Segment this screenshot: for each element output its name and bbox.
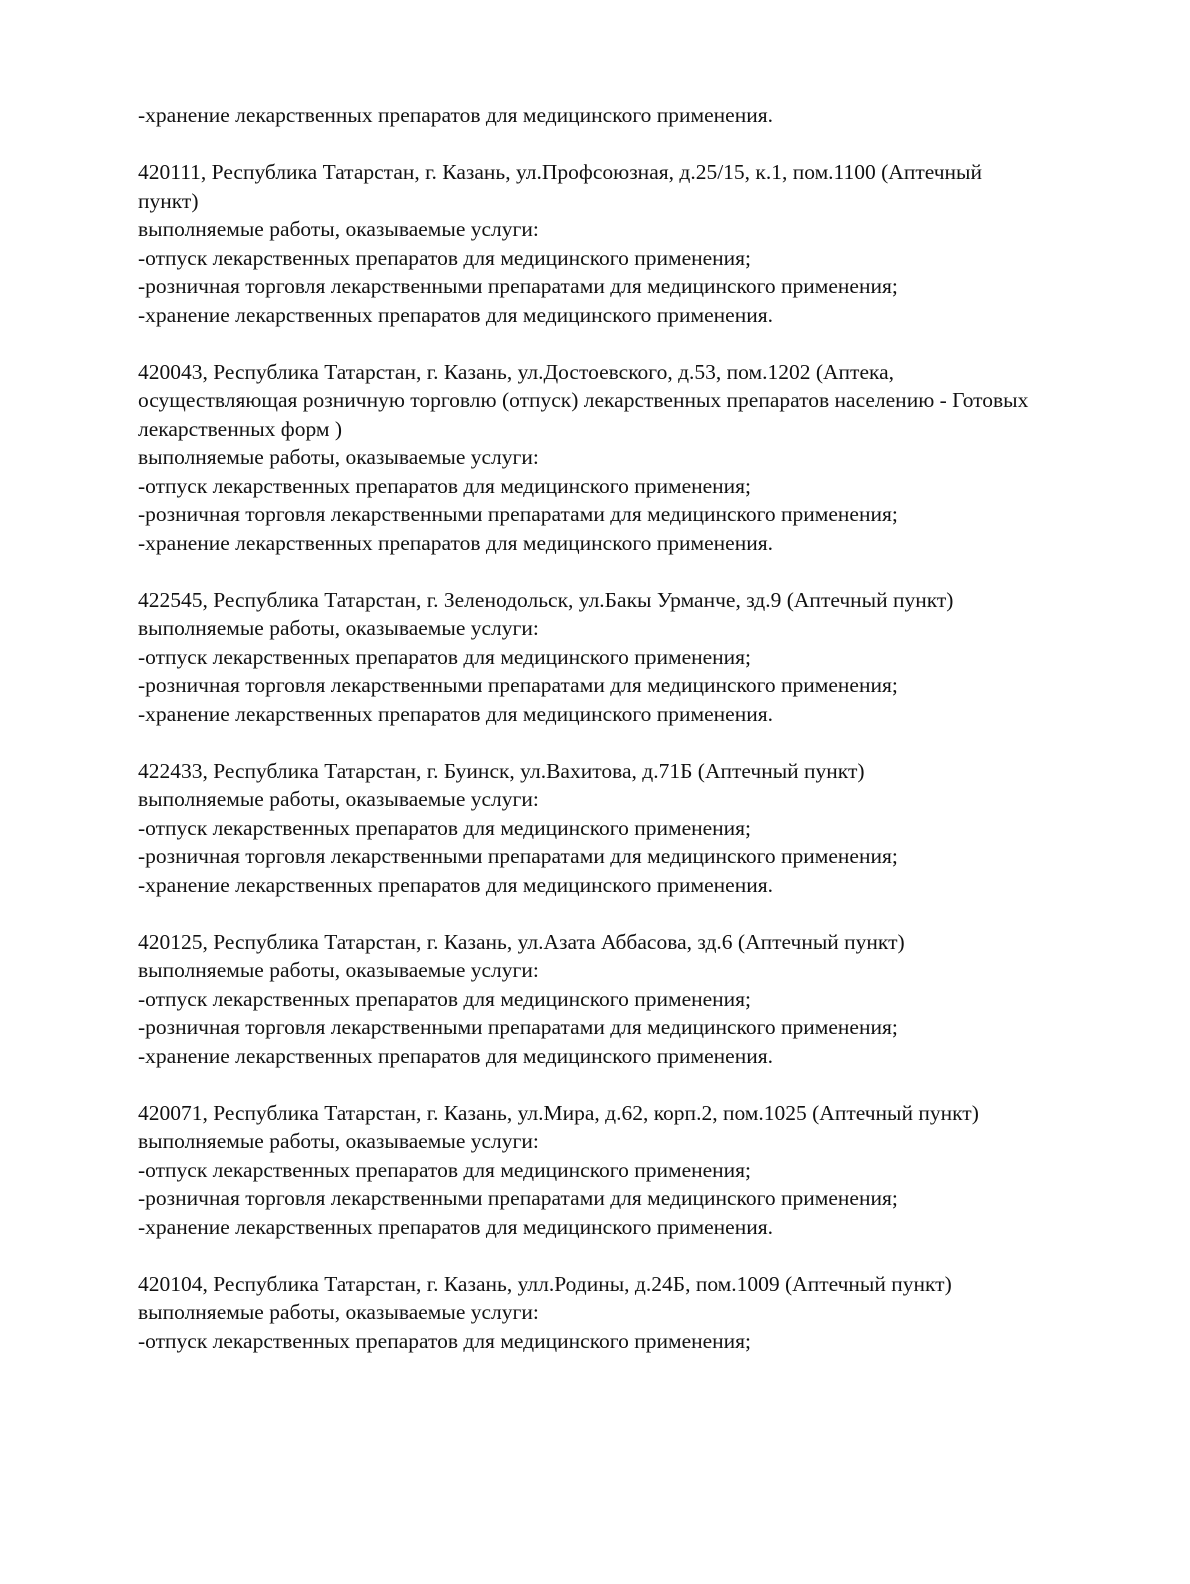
service-line: -хранение лекарственных препаратов для медицинского применения.	[138, 103, 773, 127]
address-line: осуществляющая розничную торговлю (отпуск) лекарственных препаратов населению - Готовых	[138, 388, 1029, 412]
service-line: -хранение лекарственных препаратов для медицинского применения.	[138, 1043, 773, 1068]
address-line: 420043, Республика Татарстан, г. Казань, ул.Достоевского, д.53, пом.1202 (Аптека,	[138, 359, 895, 384]
services-header: выполняемые работы, оказываемые услуги:	[138, 1300, 539, 1324]
service-line: -розничная торговля лекарственными препаратами для медицинского применения;	[138, 1015, 898, 1039]
service-line: -хранение лекарственных препаратов для медицинского применения.	[138, 872, 773, 897]
facility-entry-3	[138, 586, 1128, 729]
address-line: 422545, Республика Татарстан, г. Зеленодольск, ул.Бакы Урманче, зд.9 (Аптечный пункт)	[138, 587, 954, 612]
service-line: -отпуск лекарственных препаратов для медицинского применения;	[138, 1157, 752, 1182]
service-line: -отпуск лекарственных препаратов для медицинского применения;	[138, 986, 752, 1011]
service-line: -отпуск лекарственных препаратов для медицинского применения;	[138, 245, 752, 270]
service-line: -розничная торговля лекарственными препаратами для медицинского применения;	[138, 274, 898, 298]
facility-entry-7	[138, 1270, 1128, 1356]
services-header: выполняемые работы, оказываемые услуги:	[138, 616, 539, 640]
service-line: -отпуск лекарственных препаратов для медицинского применения;	[138, 1328, 752, 1353]
address-line: пункт)	[138, 188, 199, 213]
service-line: -розничная торговля лекарственными препаратами для медицинского применения;	[138, 673, 898, 697]
address-line: 422433, Республика Татарстан, г. Буинск, ул.Вахитова, д.71Б (Аптечный пункт)	[138, 758, 865, 783]
service-line: -розничная торговля лекарственными препаратами для медицинского применения;	[138, 502, 898, 526]
service-line: -розничная торговля лекарственными препаратами для медицинского применения;	[138, 1186, 898, 1210]
address-line: 420111, Республика Татарстан, г. Казань, ул.Профсоюзная, д.25/15, к.1, пом.1100 (Аптечный	[138, 160, 983, 184]
service-line: -розничная торговля лекарственными препаратами для медицинского применения;	[138, 844, 898, 868]
facility-entry-2	[138, 358, 1128, 558]
lead-fragment	[138, 101, 1128, 130]
document-page	[138, 101, 1128, 1355]
address-line: 420125, Республика Татарстан, г. Казань, ул.Азата Аббасова, зд.6 (Аптечный пункт)	[138, 929, 905, 954]
service-line: -хранение лекарственных препаратов для медицинского применения.	[138, 302, 773, 327]
services-header: выполняемые работы, оказываемые услуги:	[138, 958, 539, 982]
services-header: выполняемые работы, оказываемые услуги:	[138, 1129, 539, 1153]
facility-entry-1	[138, 158, 1128, 329]
address-line: 420104, Республика Татарстан, г. Казань, улл.Родины, д.24Б, пом.1009 (Аптечный пункт)	[138, 1271, 952, 1296]
address-line: лекарственных форм )	[138, 416, 343, 441]
services-header: выполняемые работы, оказываемые услуги:	[138, 217, 539, 241]
address-line: 420071, Республика Татарстан, г. Казань, ул.Мира, д.62, корп.2, пом.1025 (Аптечный пункт)	[138, 1100, 979, 1125]
service-line: -хранение лекарственных препаратов для медицинского применения.	[138, 530, 773, 555]
service-line: -хранение лекарственных препаратов для медицинского применения.	[138, 1214, 773, 1239]
service-line: -отпуск лекарственных препаратов для медицинского применения;	[138, 815, 752, 840]
facility-entry-4	[138, 757, 1128, 900]
facility-entry-5	[138, 928, 1128, 1071]
service-line: -отпуск лекарственных препаратов для медицинского применения;	[138, 644, 752, 669]
facility-entry-6	[138, 1099, 1128, 1242]
services-header: выполняемые работы, оказываемые услуги:	[138, 787, 539, 811]
services-header: выполняемые работы, оказываемые услуги:	[138, 445, 539, 469]
service-line: -отпуск лекарственных препаратов для медицинского применения;	[138, 473, 752, 498]
service-line: -хранение лекарственных препаратов для медицинского применения.	[138, 701, 773, 726]
